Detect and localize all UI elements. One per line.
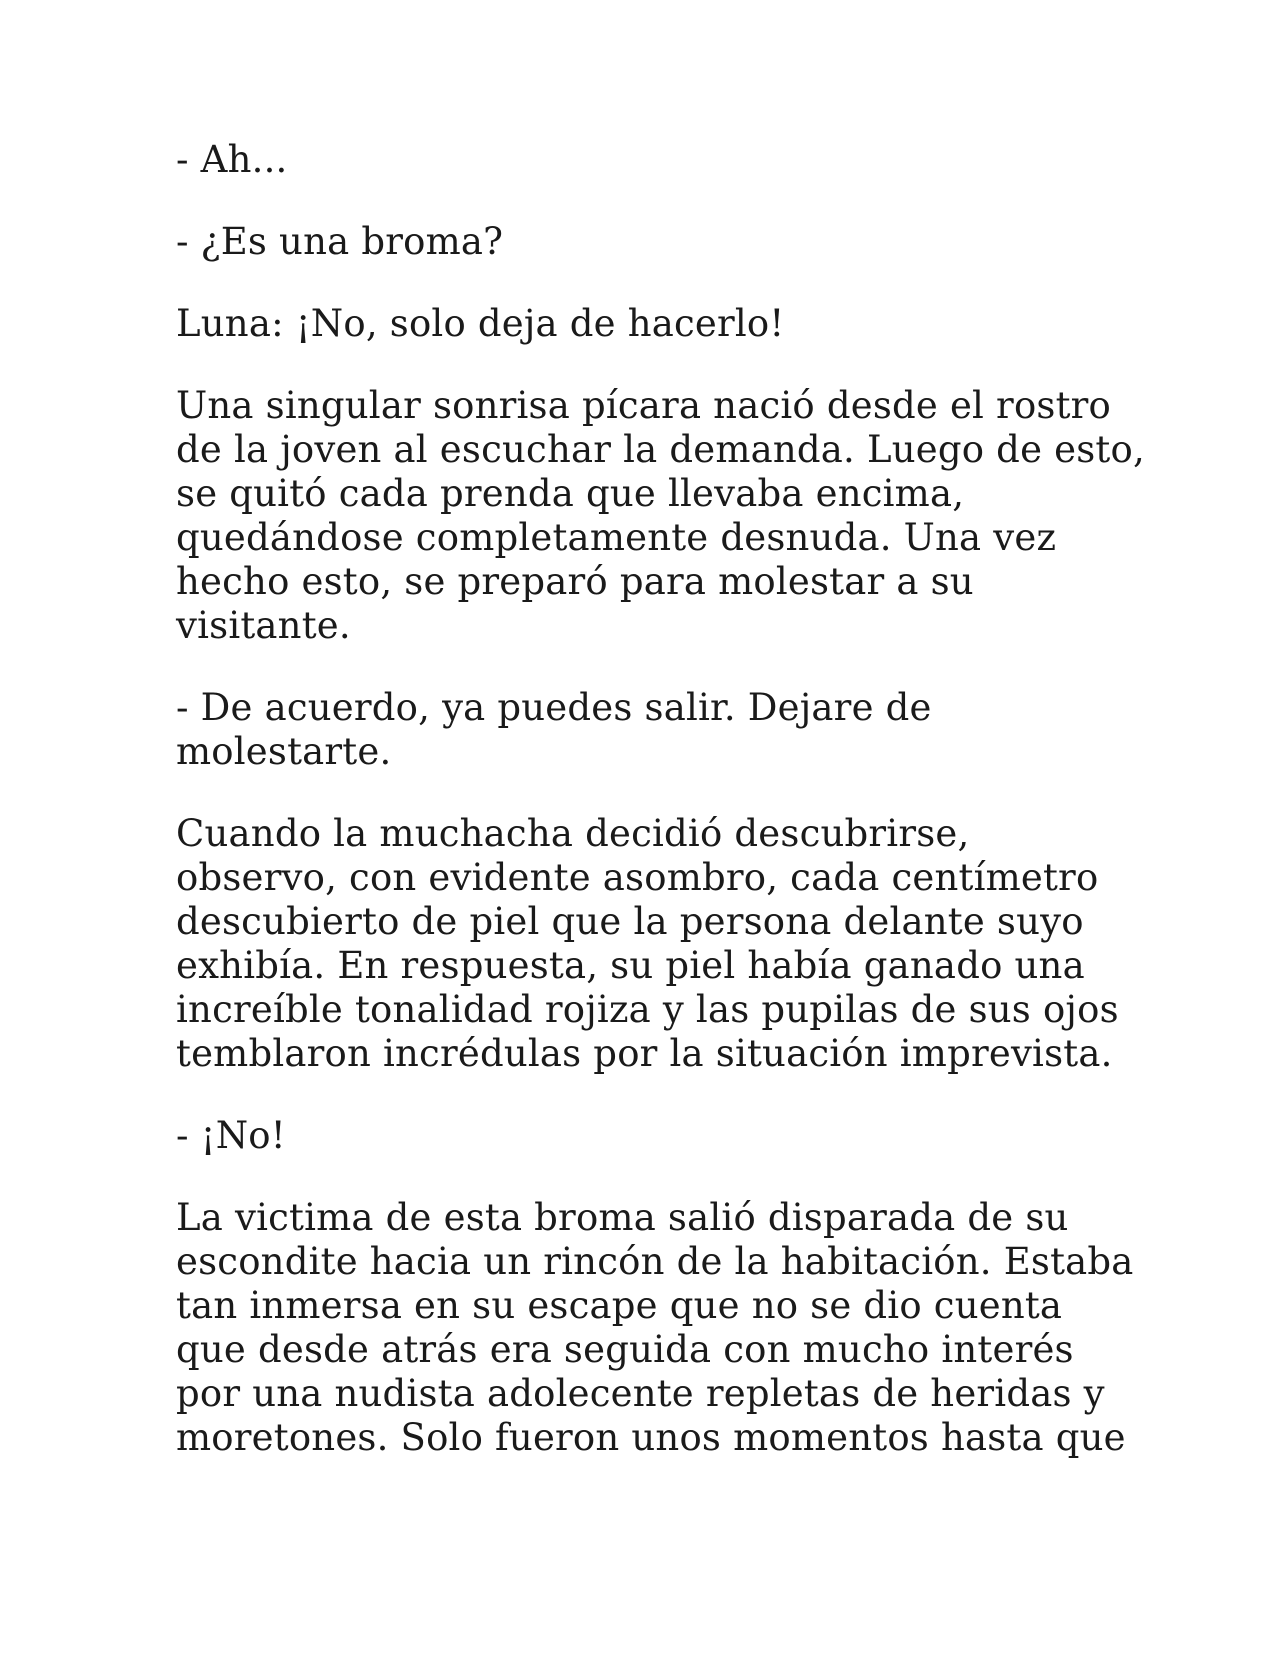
paragraph-7 xyxy=(176,1114,1116,1158)
text-line: increíble tonalidad rojiza y las pupilas de sus ojos xyxy=(176,988,1119,1031)
paragraph-6 xyxy=(176,812,1119,1076)
text-line: hecho esto, se preparó para molestar a su xyxy=(176,560,974,603)
text-line: molestarte. xyxy=(176,730,392,773)
text-line: exhibía. En respuesta, su piel había ganado una xyxy=(176,944,1085,987)
text-line: Una singular sonrisa pícara nació desde el rostro xyxy=(176,384,1112,427)
paragraph-5 xyxy=(176,686,1116,774)
paragraph-8 xyxy=(176,1196,1134,1460)
text-line: por una nudista adolecente repletas de heridas y xyxy=(176,1372,1105,1415)
text-line: visitante. xyxy=(176,604,351,647)
paragraph-1 xyxy=(176,138,1116,182)
text-line: de la joven al escuchar la demanda. Luego de esto, xyxy=(176,428,1145,471)
text-line: quedándose completamente desnuda. Una vez xyxy=(176,516,1057,559)
text-line: - ¿Es una broma? xyxy=(176,220,504,263)
text-line: descubierto de piel que la persona delante suyo xyxy=(176,900,1084,943)
text-line: La victima de esta broma salió disparada de su xyxy=(176,1196,1069,1239)
text-line: - De acuerdo, ya puedes salir. Dejare de xyxy=(176,686,932,729)
text-line: observo, con evidente asombro, cada centímetro xyxy=(176,856,1099,899)
paragraph-3 xyxy=(176,302,1116,346)
text-line: escondite hacia un rincón de la habitación. Estaba xyxy=(176,1240,1134,1283)
text-line: Cuando la muchacha decidió descubrirse, xyxy=(176,812,970,855)
text-line: se quitó cada prenda que llevaba encima, xyxy=(176,472,965,515)
paragraph-4 xyxy=(176,384,1145,648)
text-line: tan inmersa en su escape que no se dio cuenta xyxy=(176,1284,1063,1327)
paragraph-2 xyxy=(176,220,1116,264)
text-line: - Ah... xyxy=(176,138,288,181)
text-line: moretones. Solo fueron unos momentos hasta que xyxy=(176,1416,1126,1459)
text-line: temblaron incrédulas por la situación imprevista. xyxy=(176,1032,1113,1075)
document-page xyxy=(176,138,1145,1498)
text-line: - ¡No! xyxy=(176,1114,286,1157)
text-line: Luna: ¡No, solo deja de hacerlo! xyxy=(176,302,785,345)
text-line: que desde atrás era seguida con mucho interés xyxy=(176,1328,1074,1371)
